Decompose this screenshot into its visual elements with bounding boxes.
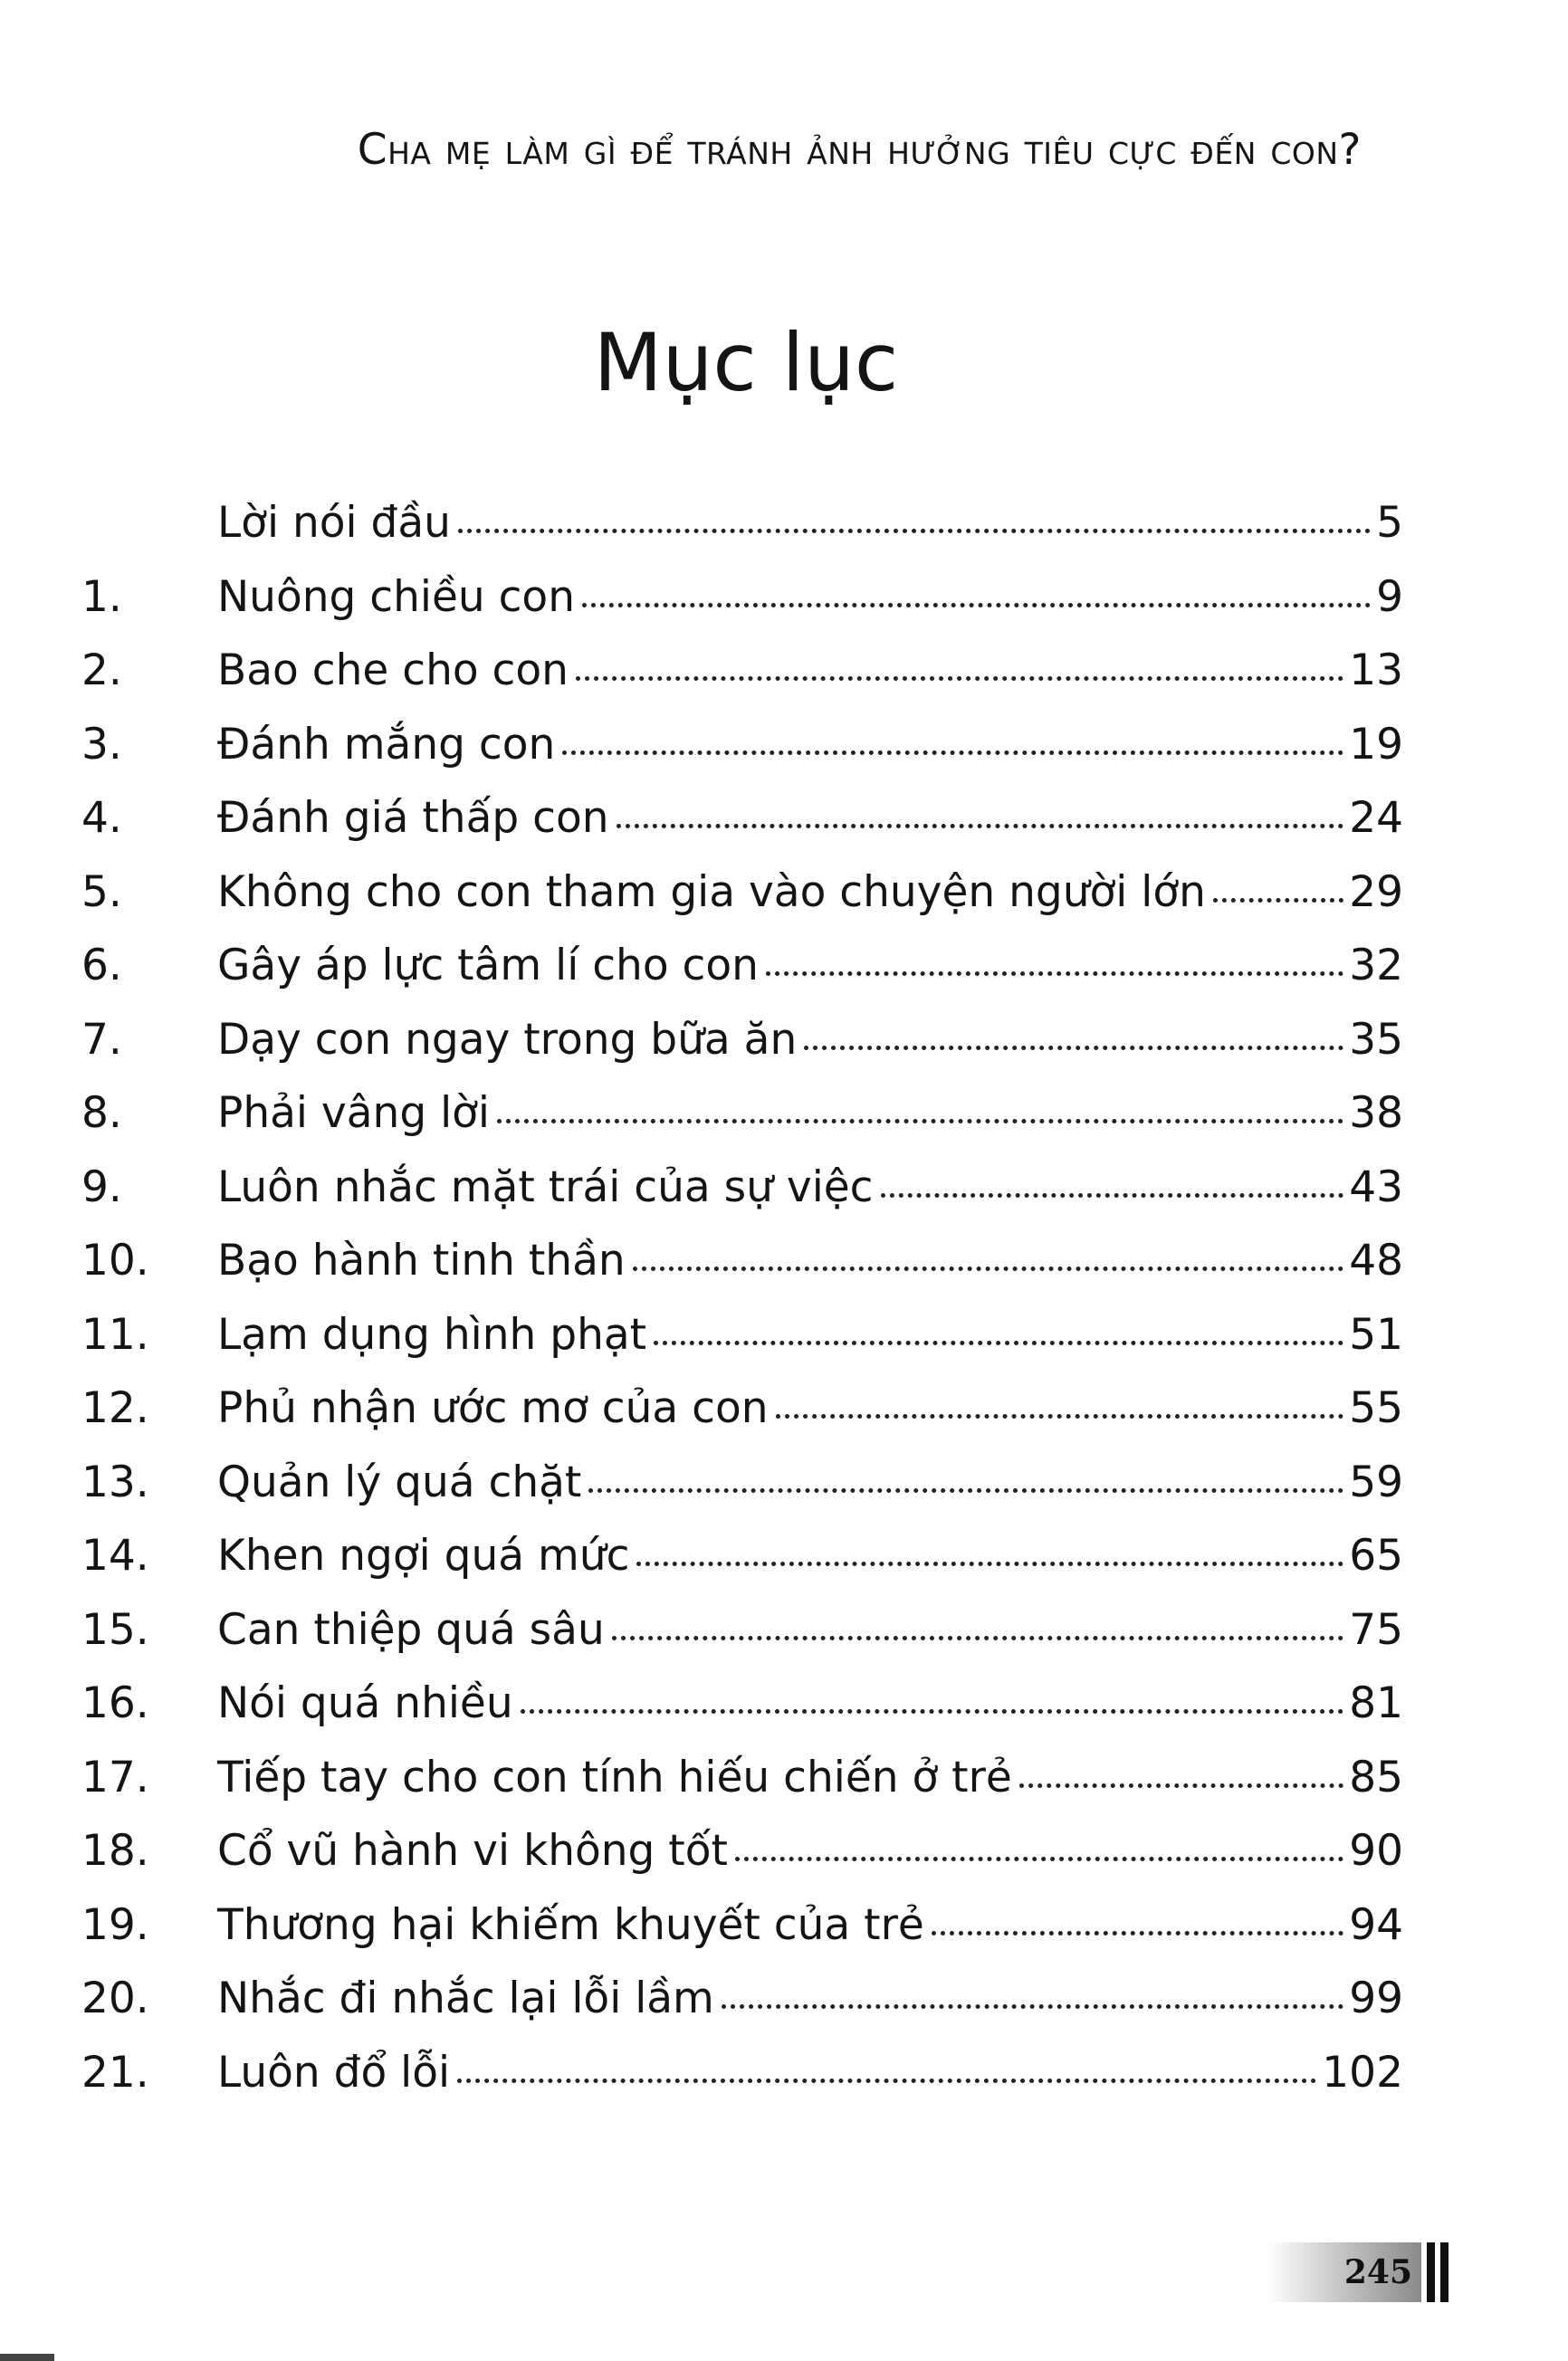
page-number: 245	[1267, 2242, 1421, 2302]
toc-dot-leader	[932, 1931, 1343, 1936]
toc-dot-leader	[1019, 1783, 1343, 1788]
toc-entry	[81, 1531, 1403, 1605]
toc-entry-number: 14.	[81, 1531, 149, 1581]
toc-entry-title: Bao che cho con	[217, 645, 569, 695]
toc-dot-leader	[497, 1119, 1343, 1123]
toc-dot-leader	[457, 2079, 1316, 2083]
toc-entry	[81, 1974, 1403, 2048]
toc-entry	[81, 1236, 1403, 1310]
toc-entry-page: 75	[1349, 1604, 1403, 1655]
toc-entry-title: Khen ngợi quá mức	[217, 1531, 630, 1581]
toc-dot-leader	[735, 1857, 1343, 1861]
toc-entry-title: Tiếp tay cho con tính hiếu chiến ở trẻ	[217, 1752, 1012, 1802]
toc-dot-leader	[636, 1562, 1343, 1566]
toc-dot-leader	[562, 750, 1343, 755]
toc-entry-number: 9.	[81, 1161, 122, 1212]
toc-entry-title: Gây áp lực tâm lí cho con	[217, 941, 759, 990]
toc-entry-number: 15.	[81, 1604, 149, 1655]
toc-dot-leader	[612, 1636, 1343, 1640]
running-header: Cha mẹ làm gì để tránh ảnh hưởng tiêu cực đến con?	[357, 125, 1362, 175]
toc-entry-number: 7.	[81, 1014, 122, 1065]
toc-entry-page: 81	[1349, 1678, 1403, 1728]
toc-entry-number: 3.	[81, 719, 122, 769]
toc-entry-title: Phải vâng lời	[217, 1088, 490, 1138]
toc-entry-title: Luôn nhắc mặt trái của sự việc	[217, 1161, 874, 1212]
toc-entry-number: 1.	[81, 571, 122, 622]
toc-entry	[81, 1753, 1403, 1827]
toc-entry	[81, 1310, 1403, 1384]
toc-dot-leader	[458, 529, 1371, 533]
toc-entry-page: 65	[1349, 1531, 1403, 1581]
toc-dot-leader	[804, 1046, 1343, 1050]
toc-entry	[81, 1383, 1403, 1458]
toc-entry	[81, 793, 1403, 867]
toc-dot-leader	[617, 824, 1344, 828]
toc-entry-number: 6.	[81, 941, 122, 990]
toc-entry	[81, 1678, 1403, 1753]
toc-entry-number: 4.	[81, 793, 122, 843]
toc-entry	[81, 1605, 1403, 1679]
toc-dot-leader	[881, 1193, 1344, 1198]
table-of-contents	[81, 498, 1403, 2121]
toc-entry	[81, 1458, 1403, 1532]
toc-entry	[81, 498, 1403, 572]
toc-entry-title: Lời nói đầu	[217, 498, 451, 548]
toc-entry-page: 85	[1349, 1752, 1403, 1802]
page-title: Mục lục	[593, 315, 899, 409]
toc-entry	[81, 867, 1403, 942]
edge-mark	[1427, 2242, 1435, 2302]
toc-entry-page: 5	[1376, 498, 1403, 548]
toc-dot-leader	[722, 2004, 1343, 2009]
toc-dot-leader	[582, 603, 1371, 607]
toc-entry-number: 5.	[81, 866, 122, 917]
toc-entry-title: Dạy con ngay trong bữa ăn	[217, 1014, 798, 1065]
toc-entry-title: Đánh mắng con	[217, 719, 556, 769]
toc-entry-title: Nhắc đi nhắc lại lỗi lầm	[217, 1974, 714, 2023]
edge-mark	[1440, 2242, 1448, 2302]
toc-entry-title: Nuông chiều con	[217, 571, 575, 622]
toc-entry-page: 19	[1349, 719, 1403, 769]
toc-entry-title: Thương hại khiếm khuyết của trẻ	[217, 1899, 924, 1950]
toc-entry-page: 102	[1322, 2047, 1403, 2098]
toc-dot-leader	[654, 1341, 1343, 1345]
toc-entry-number: 17.	[81, 1752, 149, 1802]
toc-entry-title: Can thiệp quá sâu	[217, 1604, 605, 1655]
toc-entry-number: 18.	[81, 1826, 149, 1876]
toc-entry	[81, 1826, 1403, 1900]
toc-entry-title: Phủ nhận ước mơ của con	[217, 1383, 769, 1433]
toc-entry-number: 20.	[81, 1974, 149, 2023]
toc-entry-page: 48	[1349, 1236, 1403, 1286]
toc-entry-number: 13.	[81, 1457, 149, 1507]
page-edge-shadow	[0, 2354, 54, 2361]
toc-entry-title: Luôn đổ lỗi	[217, 2047, 451, 2098]
toc-entry-title: Cổ vũ hành vi không tốt	[217, 1826, 728, 1876]
toc-entry-title: Bạo hành tinh thần	[217, 1236, 626, 1286]
toc-entry-page: 29	[1349, 866, 1403, 917]
toc-entry-page: 99	[1349, 1974, 1403, 2023]
page-footer	[1240, 2238, 1448, 2307]
toc-entry-page: 90	[1349, 1826, 1403, 1876]
toc-dot-leader	[588, 1488, 1343, 1493]
toc-entry	[81, 572, 1403, 646]
toc-entry	[81, 1015, 1403, 1089]
toc-entry-page: 43	[1349, 1161, 1403, 1212]
toc-entry	[81, 2048, 1403, 2122]
toc-entry-page: 35	[1349, 1014, 1403, 1065]
toc-entry-number: 12.	[81, 1383, 149, 1433]
toc-entry-page: 13	[1349, 645, 1403, 695]
toc-entry-page: 38	[1349, 1088, 1403, 1138]
toc-entry-number: 19.	[81, 1899, 149, 1950]
toc-entry	[81, 645, 1403, 720]
toc-entry-page: 59	[1349, 1457, 1403, 1507]
page-edge-marks	[1427, 2242, 1448, 2302]
toc-entry-number: 16.	[81, 1678, 149, 1728]
toc-dot-leader	[521, 1709, 1344, 1714]
toc-entry	[81, 1088, 1403, 1162]
toc-entry-title: Quản lý quá chặt	[217, 1457, 582, 1507]
toc-entry-page: 51	[1349, 1309, 1403, 1360]
toc-entry-number: 11.	[81, 1309, 149, 1360]
toc-entry-title: Không cho con tham gia vào chuyện người lớn	[217, 866, 1206, 917]
toc-dot-leader	[576, 676, 1343, 681]
toc-entry-number: 21.	[81, 2047, 149, 2098]
toc-entry-page: 9	[1376, 571, 1403, 622]
toc-entry-title: Nói quá nhiều	[217, 1678, 513, 1728]
toc-entry	[81, 720, 1403, 794]
toc-dot-leader	[776, 1414, 1344, 1419]
toc-entry-page: 32	[1349, 941, 1403, 990]
toc-entry	[81, 1900, 1403, 1974]
toc-entry-page: 94	[1349, 1899, 1403, 1950]
toc-entry-number: 10.	[81, 1236, 149, 1286]
toc-entry-number: 8.	[81, 1088, 122, 1138]
toc-dot-leader	[633, 1267, 1344, 1271]
toc-entry-number: 2.	[81, 645, 122, 695]
toc-entry	[81, 941, 1403, 1015]
toc-dot-leader	[1213, 898, 1343, 903]
toc-entry-title: Lạm dụng hình phạt	[217, 1309, 647, 1360]
toc-dot-leader	[766, 971, 1343, 976]
toc-entry-page: 55	[1349, 1383, 1403, 1433]
toc-entry-title: Đánh giá thấp con	[217, 793, 609, 843]
toc-entry-page: 24	[1349, 793, 1403, 843]
toc-entry	[81, 1162, 1403, 1237]
